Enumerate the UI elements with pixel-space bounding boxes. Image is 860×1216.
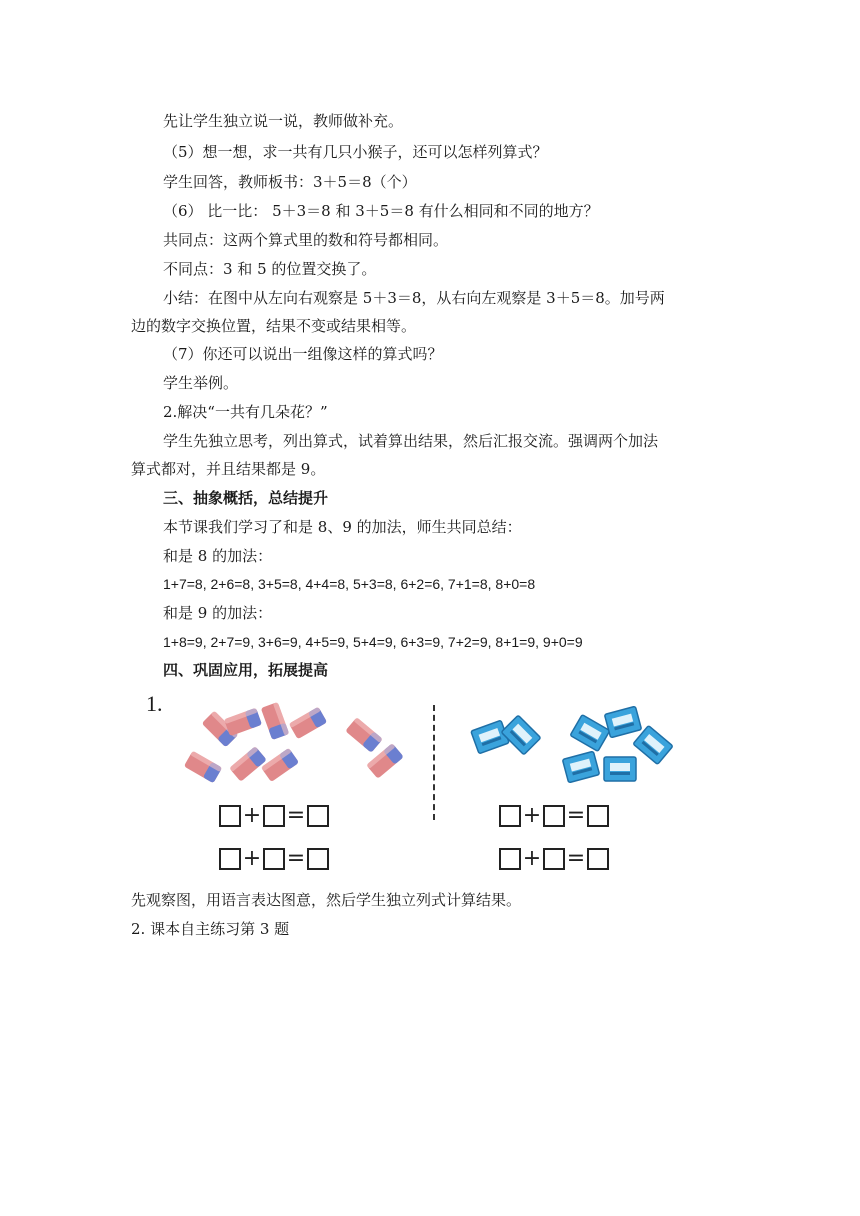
sharpener-icon <box>604 706 641 737</box>
eraser-icon <box>261 748 299 782</box>
text-line: 学生先独立思考，列出算式，试着算出结果，然后汇报交流。强调两个加法 <box>163 432 659 450</box>
equals-sign: = <box>566 846 586 871</box>
text-line: 2. 课本自主练习第 3 题 <box>131 920 290 938</box>
text-line: 学生举例。 <box>163 374 239 392</box>
exercise-number: 1. <box>146 691 163 716</box>
answer-box[interactable] <box>543 805 565 827</box>
text-line: 小结：在图中从左向右观察是 5＋3＝8，从右向左观察是 3＋5＝8。加号两 <box>163 289 665 307</box>
plus-sign: + <box>242 846 262 871</box>
equation-blank <box>499 848 609 870</box>
text-line: 算式都对，并且结果都是 9。 <box>131 460 326 478</box>
section-heading: 四、巩固应用，拓展提高 <box>163 661 329 679</box>
text-line: 边的数字交换位置，结果不变或结果相等。 <box>131 317 417 335</box>
answer-box[interactable] <box>263 848 285 870</box>
sharpener-icon <box>501 715 541 755</box>
sharpener-icon <box>633 726 673 765</box>
eraser-icon <box>289 707 327 740</box>
exercise-illustration <box>128 687 728 877</box>
text-line: 共同点：这两个算式里的数和符号都相同。 <box>163 231 449 249</box>
text-line: （6） 比一比： 5＋3＝8 和 3＋5＝8 有什么相同和不同的地方？ <box>163 202 599 220</box>
sharpener-icon <box>604 757 636 781</box>
eraser-icon <box>184 751 222 784</box>
eraser-icon <box>224 708 262 737</box>
answer-box[interactable] <box>499 848 521 870</box>
equation-blank <box>499 805 609 827</box>
formula-line: 1+8=9, 2+7=9, 3+6=9, 4+5=9, 5+4=9, 6+3=9, 7+2=9, 8+1=9, 9+0=9 <box>163 634 583 650</box>
answer-box[interactable] <box>499 805 521 827</box>
answer-box[interactable] <box>587 805 609 827</box>
exercise-figure <box>128 687 728 877</box>
answer-box[interactable] <box>263 805 285 827</box>
plus-sign: + <box>522 803 542 828</box>
text-line: （5）想一想，求一共有几只小猴子，还可以怎样列算式？ <box>163 143 548 161</box>
eraser-icon <box>229 746 267 782</box>
text-line: 学生回答，教师板书：3＋5＝8（个） <box>163 173 417 191</box>
equation-blank <box>219 848 329 870</box>
text-line: 和是 8 的加法： <box>163 547 273 565</box>
text-line: 本节课我们学习了和是 8、9 的加法，师生共同总结： <box>163 518 522 536</box>
sharpener-icon <box>471 720 509 753</box>
answer-box[interactable] <box>307 805 329 827</box>
section-heading: 三、抽象概括，总结提升 <box>163 489 329 507</box>
equals-sign: = <box>286 803 306 828</box>
dashed-divider <box>433 705 435 820</box>
text-line: 不同点：3 和 5 的位置交换了。 <box>163 260 377 278</box>
sharpener-icon <box>570 715 610 752</box>
text-line: 和是 9 的加法： <box>163 604 273 622</box>
plus-sign: + <box>242 803 262 828</box>
eraser-icon <box>261 702 290 740</box>
equals-sign: = <box>286 846 306 871</box>
text-line: （7）你还可以说出一组像这样的算式吗？ <box>163 345 443 363</box>
plus-sign: + <box>522 846 542 871</box>
equals-sign: = <box>566 803 586 828</box>
sharpener-icon <box>562 751 599 782</box>
equation-blank <box>219 805 329 827</box>
text-line: 先让学生独立说一说，教师做补充。 <box>163 112 404 130</box>
text-line: 2.解决“一共有几朵花？” <box>163 403 328 421</box>
formula-line: 1+7=8, 2+6=8, 3+5=8, 4+4=8, 5+3=8, 6+2=6, 7+1=8, 8+0=8 <box>163 576 536 592</box>
text-line: 先观察图，用语言表达图意，然后学生独立列式计算结果。 <box>131 891 522 909</box>
eraser-icon <box>345 717 383 753</box>
answer-box[interactable] <box>307 848 329 870</box>
answer-box[interactable] <box>219 805 241 827</box>
answer-box[interactable] <box>587 848 609 870</box>
answer-box[interactable] <box>219 848 241 870</box>
answer-box[interactable] <box>543 848 565 870</box>
